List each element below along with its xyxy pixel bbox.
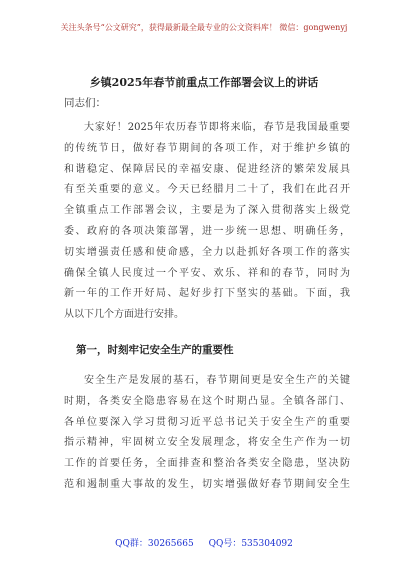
footer-contact [0,536,408,549]
document-title: 乡镇2025年春节前重点工作部署会议上的讲话 [89,76,319,89]
paragraph-line: 切实增强责任感和使命感，全力以赴抓好各项工作的落实 [64,246,350,258]
paragraph-line: 工作的首要任务，全面排查和整治各类安全隐患，坚决防 [64,458,350,470]
salutation: 同志们： [64,97,106,109]
paragraph-line: 的传统节日，做好春节期间的各项工作，对于维护乡镇的 [64,142,350,154]
paragraph-line: 各单位要深入学习贯彻习近平总书记关于安全生产的重要 [64,416,350,428]
footer-qq-group: QQ群：30265665 [115,539,194,549]
paragraph-safety [64,371,350,496]
paragraph-intro [64,118,350,326]
paragraph-line: 有至关重要的意义。今天已经腊月二十了，我们在此召开 [64,184,350,196]
paragraph-line: 确保全镇人民度过一个平安、欢乐、祥和的春节，同时为 [64,267,350,279]
paragraph-line: 全镇重点工作部署会议，主要是为了深入贯彻落实上级党 [64,205,350,217]
paragraph-line: 大家好！2025年农历春节即将来临，春节是我国最重要 [84,122,350,133]
paragraph-line: 新一年的工作开好局、起好步打下坚实的基础。下面，我 [64,288,350,300]
section-heading-safety: 第一，时刻牢记安全生产的重要性 [76,344,234,356]
paragraph-line: 范和遏制重大事故的发生，切实增强做好春节期间安全生 [64,478,350,490]
header-promo-note: 关注头条号“公文研究”，获得最新最全最专业的公文资料库！ 微信：gongwenyj [60,23,348,32]
paragraph-line: 指示精神，牢固树立安全发展理念，将安全生产作为一切 [64,437,350,449]
paragraph-line: 从以下几个方面进行安排。 [64,309,184,321]
paragraph-line: 委、政府的各项决策部署，进一步统一思想、明确任务， [64,225,350,237]
paragraph-line: 时期，各类安全隐患容易在这个时期凸显。全镇各部门、 [64,395,350,407]
footer-qq-number: QQ号：535304092 [208,539,293,549]
paragraph-line: 安全生产是发展的基石，春节期间更是安全生产的关键 [84,375,350,386]
paragraph-line: 和谐稳定、保障居民的幸福安康、促进经济的繁荣发展具 [64,163,350,175]
